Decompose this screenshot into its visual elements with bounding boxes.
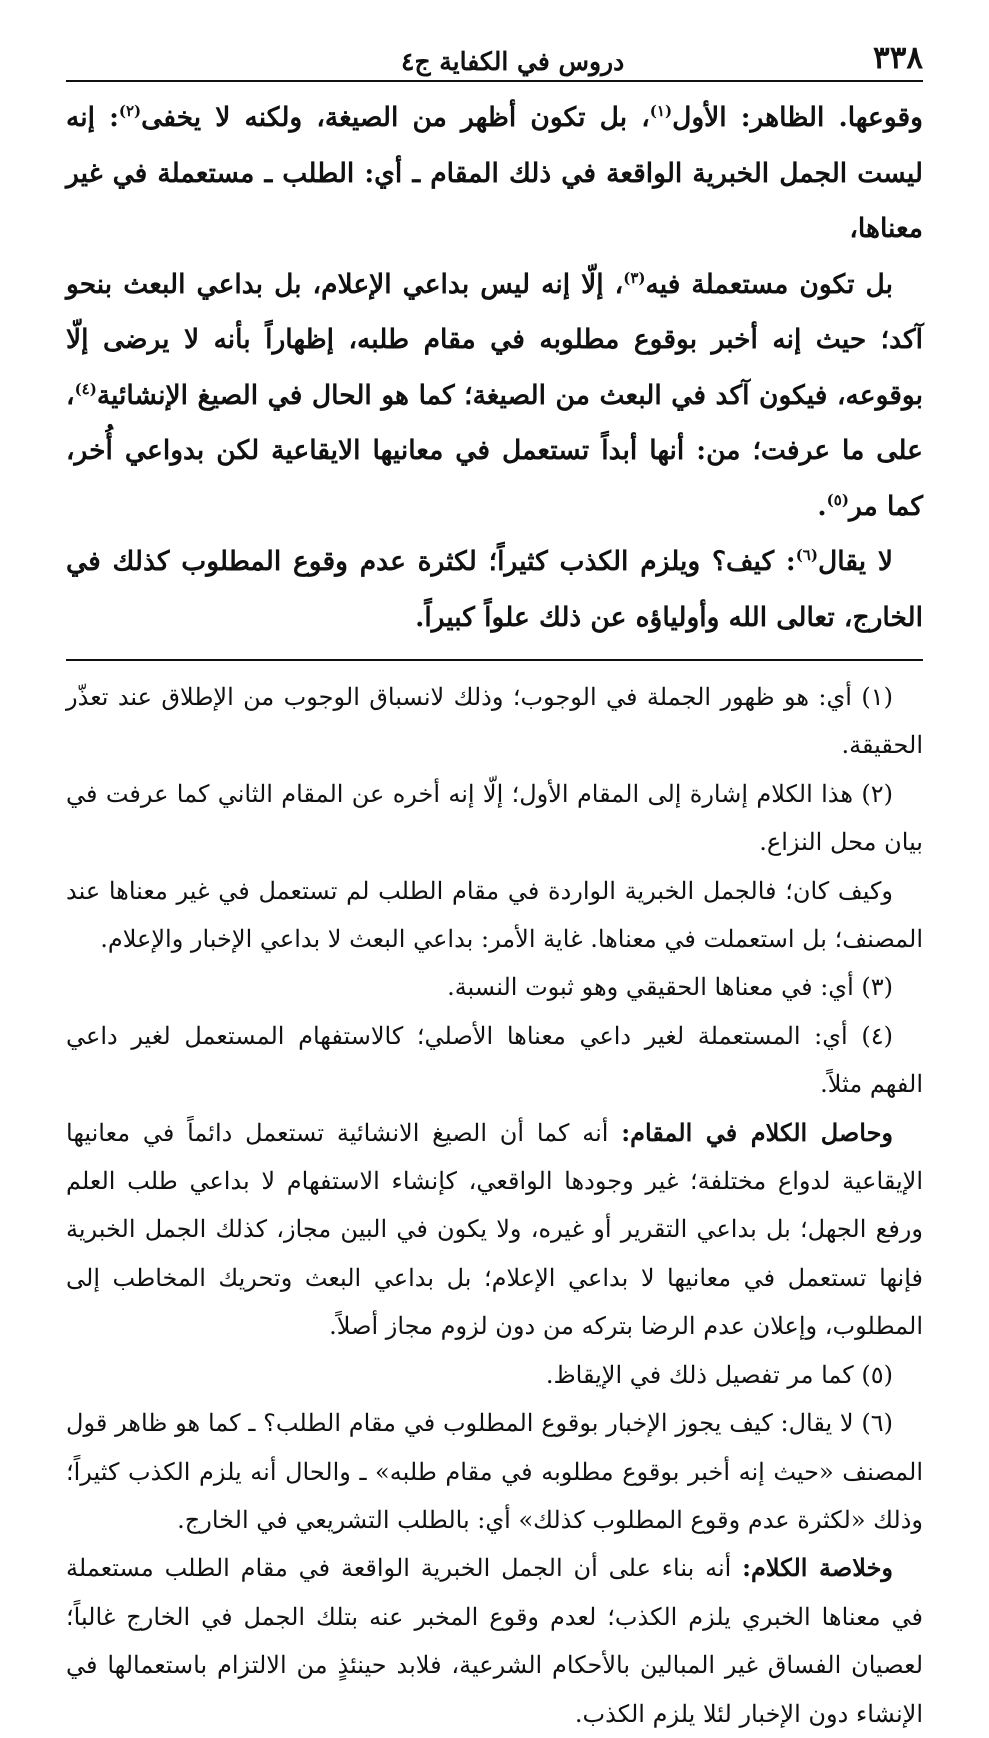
footnote-ref-3: (٣) [623,268,646,287]
footnote-ref-1: (١) [649,102,673,121]
footnote-6: (٦) لا يقال: كيف يجوز الإخبار بوقوع المطلوب في مقام الطلب؟ ـ كما هو ظاهر قول المصنف «حيث إنه أخبر بوقوع مطلوبه في مقام طلبه» ـ والحال أنه يلزم الكذب كثيراً؛ وذلك «لكثرة عدم وقوع المطلوب كذلك» أي: بالطلب التشريعي في الخارج. [66,1409,924,1534]
running-title: دروس في الكفاية ج٤ [401,47,625,76]
footnote-5: (٥) كما مر تفصيل ذلك في الإيقاظ. [545,1360,893,1389]
main-paragraph-3: لا يقال$^{(٦)}$: كيف؟ ويلزم الكذب كثيراً؛ لكثرة عدم وقوع المطلوب كذلك في الخارج، تعالى الله وأولياؤه عن ذلك علواً كبيراً. [66,546,923,633]
footnote-divider [66,659,923,661]
footnote-1: (١) أي: هو ظهور الجملة في الوجوب؛ وذلك لانسباق الوجوب من الإطلاق عند تعذّر الحقيقة. [66,683,923,760]
main-paragraph-2: بل تكون مستعملة فيه$^{(٣)}$، إلّا إنه ليس بداعي الإعلام، بل بداعي البعث بنحو آكد؛ حيث إنه أخبر بوقوع مطلوبه في مقام طلبه، إظهاراً بأنه لا يرضى إلّا بوقوعه، فيكون آكد في البعث من الصيغة؛ كما هو الحال في الصيغ الإنشائية$^{(٤)}$، على ما عرفت؛ من: أنها أبداً تستعمل في معانيها الايقاعية لكن بدواعي أُخر، كما مر$^{(٥)}$. [66,268,923,522]
summary-lead: وحاصل الكلام في المقام: [621,1117,893,1147]
page-number: ٣٣٨ [873,40,923,76]
footnote-6-summary: وخلاصة الكلام: أنه بناء على أن الجمل الخبرية الواقعة في مقام الطلب مستعملة في معناها الخبري يلزم الكذب؛ لعدم وقوع المخبر عنه بتلك الجمل في الخارج غالباً؛ لعصيان الفساق غير المبالين بالأحكام الشرعية، فلابد حينئذٍ من الالتزام باستعمالها في الإنشاء دون الإخبار لئلا يلزم الكذب. [66,1553,923,1728]
footnote-ref-6: (٦) [795,546,818,565]
footnote-4-summary: وحاصل الكلام في المقام: أنه كما أن الصيغ الانشائية تستعمل دائماً في معانيها الإيقاعية لدواع مختلفة؛ غير وجودها الواقعي، كإنشاء الاستفهام لا بداعي طلب العلم ورفع الجهل؛ بل بداعي التقرير أو غيره، ولا يكون في البين مجاز، كذلك الجمل الخبرية فإنها تستعمل في معانيها لا بداعي الإعلام؛ بل بداعي البعث وتحريك المخاطب إلى المطلوب، وإعلان عدم الرضا بتركه من دون لزوم مجاز أصلاً. [66,1117,923,1341]
main-paragraph-1: وقوعها. الظاهر: الأول$^{(١)}$، بل تكون أظهر من الصيغة، ولكنه لا يخفى$^{(٢)}$: إنه ليست الجمل الخبرية الواقعة في ذلك المقام ـ أي: الطلب ـ مستعملة في غير معناها، [66,102,923,244]
footnote-3: (٣) أي: في معناها الحقيقي وهو ثبوت النسبة. [447,973,893,1002]
page-header [66,30,923,82]
footnote-4: (٤) أي: المستعملة لغير داعي معناها الأصلي؛ كالاستفهام المستعمل لغير داعي الفهم مثلاً. [66,1021,923,1099]
main-text [66,90,923,645]
summary-lead: وخلاصة الكلام: [742,1553,893,1583]
footnote-ref-2: (٢) [118,102,142,121]
footnote-2-continued: وكيف كان؛ فالجمل الخبرية الواردة في مقام الطلب لم تستعمل في غير معناها عند المصنف؛ بل استعملت في معناها. غاية الأمر: بداعي البعث لا بداعي الإخبار والإعلام. [66,876,923,954]
footnotes [66,673,923,1738]
footnote-ref-5: (٥) [826,490,849,509]
footnote-2: (٢) هذا الكلام إشارة إلى المقام الأول؛ إلّا إنه أخره عن المقام الثاني كما عرفت في بيان محل النزاع. [66,779,923,857]
footnote-ref-4: (٤) [74,379,97,398]
